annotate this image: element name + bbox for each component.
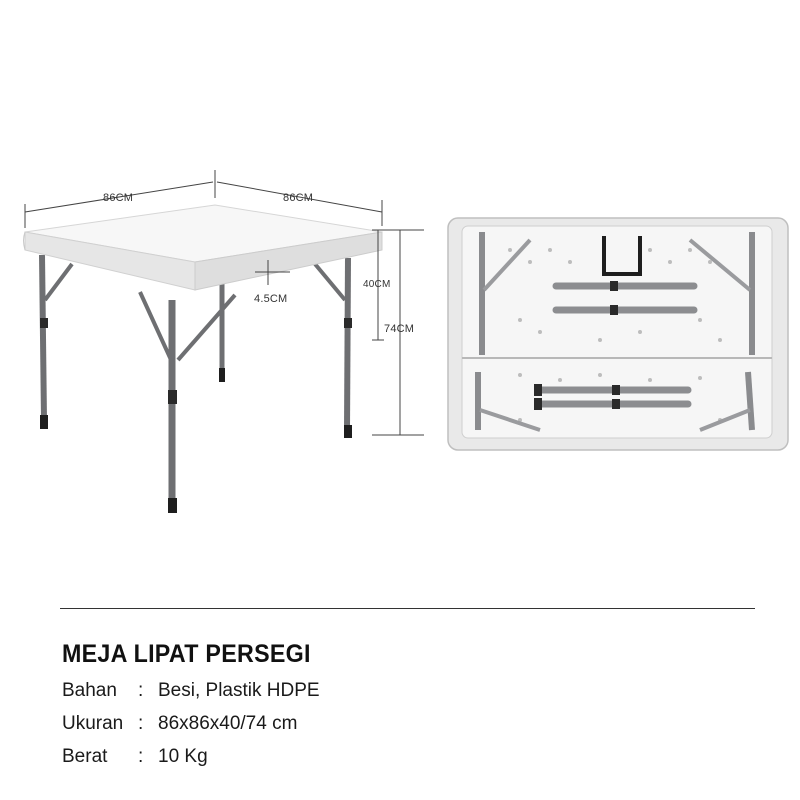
spec-label: Bahan [62, 680, 117, 701]
dimension-thickness: 4.5CM [254, 293, 288, 305]
spec-row-size [62, 713, 297, 735]
spec-row-material [62, 680, 320, 702]
spec-value: 86x86x40/74 cm [158, 713, 298, 734]
spec-value: 10 Kg [158, 746, 208, 767]
dimension-total-height: 74CM [384, 323, 415, 335]
spec-label: Berat [62, 746, 108, 767]
section-divider [60, 608, 755, 609]
spec-separator: : [138, 713, 144, 734]
spec-separator: : [138, 746, 144, 767]
spec-value: Besi, Plastik HDPE [158, 680, 320, 701]
dimension-leg-height: 40CM [363, 279, 391, 290]
spec-separator: : [138, 680, 144, 701]
dimension-width-left: 86CM [103, 192, 134, 204]
spec-label: Ukuran [62, 713, 124, 734]
folded-table-illustration [448, 218, 788, 450]
open-table-illustration [24, 170, 425, 513]
dimension-width-right: 86CM [283, 192, 314, 204]
product-title: MEJA LIPAT PERSEGI [62, 640, 311, 668]
spec-row-weight [62, 746, 208, 768]
